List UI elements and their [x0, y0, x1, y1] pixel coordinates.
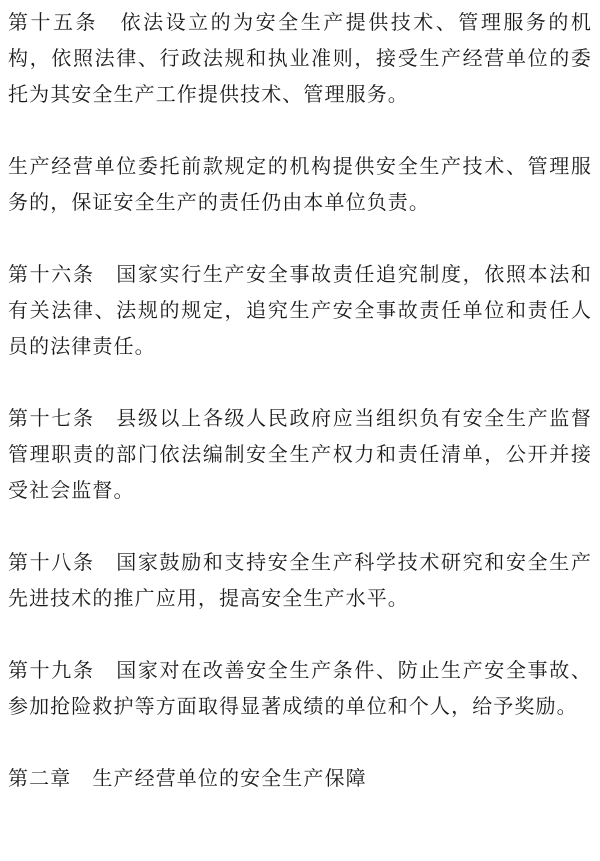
article-19-paragraph: 第十九条 国家对在改善安全生产条件、防止生产安全事故、参加抢险救护等方面取得显著成绩的单位和个人，给予奖励。: [8, 658, 592, 718]
article-15-paragraph: 第十五条 依法设立的为安全生产提供技术、管理服务的机构，依照法律、行政法规和执业准则，接受生产经营单位的委托为其安全生产工作提供技术、管理服务。: [8, 10, 592, 106]
article-16-paragraph: 第十六条 国家实行生产安全事故责任追究制度，依照本法和有关法律、法规的规定，追究生产安全事故责任单位和责任人员的法律责任。: [8, 262, 592, 358]
article-17-paragraph: 第十七条 县级以上各级人民政府应当组织负有安全生产监督管理职责的部门依法编制安全生产权力和责任清单，公开并接受社会监督。: [8, 406, 592, 502]
article-18-paragraph: 第十八条 国家鼓励和支持安全生产科学技术研究和安全生产先进技术的推广应用，提高安全生产水平。: [8, 550, 592, 610]
chapter-2-heading: 第二章 生产经营单位的安全生产保障: [8, 766, 367, 790]
article-15-second-paragraph: 生产经营单位委托前款规定的机构提供安全生产技术、管理服务的，保证安全生产的责任仍由本单位负责。: [8, 154, 592, 214]
